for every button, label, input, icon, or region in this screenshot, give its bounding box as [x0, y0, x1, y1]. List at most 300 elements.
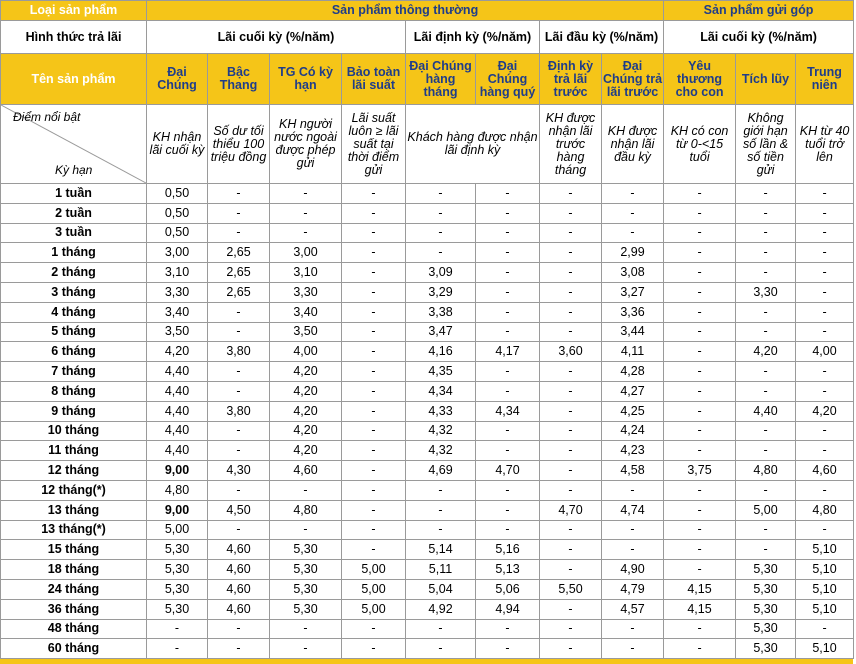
rate-cell: - — [736, 184, 796, 204]
rate-cell: 4,60 — [208, 579, 270, 599]
rate-cell: - — [476, 480, 540, 500]
table-row — [1, 639, 854, 659]
rate-cell: 5,00 — [342, 579, 406, 599]
table-row — [1, 540, 854, 560]
rate-cell: 4,24 — [602, 421, 664, 441]
rate-cell: - — [540, 302, 602, 322]
rate-cell: - — [540, 560, 602, 580]
rate-cell: 3,09 — [406, 263, 476, 283]
rate-cell: - — [208, 619, 270, 639]
product-header: Yêu thương cho con — [664, 54, 736, 105]
term-cell: 7 tháng — [1, 362, 147, 382]
rate-cell: - — [736, 421, 796, 441]
rate-cell: 3,30 — [270, 282, 342, 302]
rate-cell: - — [342, 302, 406, 322]
term-cell: 1 tháng — [1, 243, 147, 263]
rate-cell: - — [208, 223, 270, 243]
term-cell: 2 tháng — [1, 263, 147, 283]
term-label: Kỳ hạn — [55, 163, 93, 177]
rate-cell: 5,16 — [476, 540, 540, 560]
rate-cell: 5,50 — [540, 579, 602, 599]
term-cell: 12 tháng(*) — [1, 480, 147, 500]
rate-cell: 3,40 — [270, 302, 342, 322]
highlight-label: Điểm nổi bật — [13, 110, 81, 124]
rate-cell: 4,70 — [540, 500, 602, 520]
rate-cell: - — [476, 639, 540, 659]
rate-cell: 5,10 — [796, 579, 854, 599]
rate-cell: - — [664, 322, 736, 342]
rate-cell: - — [342, 520, 406, 540]
rate-cell: - — [342, 282, 406, 302]
rate-cell: 4,32 — [406, 421, 476, 441]
rate-cell: - — [664, 223, 736, 243]
rate-cell: - — [796, 480, 854, 500]
rate-cell: - — [476, 302, 540, 322]
product-header: Đại Chúng hàng quý — [476, 54, 540, 105]
rate-cell: 4,17 — [476, 342, 540, 362]
term-cell: 11 tháng — [1, 441, 147, 461]
rate-cell: - — [270, 619, 342, 639]
rate-cell: - — [540, 263, 602, 283]
rate-cell: 3,08 — [602, 263, 664, 283]
rate-cell: - — [664, 520, 736, 540]
rate-cell: 4,30 — [208, 461, 270, 481]
rate-cell: 5,30 — [736, 560, 796, 580]
product-name-label: Tên sản phẩm — [1, 54, 147, 105]
rate-cell: - — [736, 480, 796, 500]
rate-cell: - — [540, 282, 602, 302]
rate-cell: - — [540, 520, 602, 540]
rate-cell: 0,50 — [147, 223, 208, 243]
table-row — [1, 619, 854, 639]
rate-cell: - — [476, 520, 540, 540]
table-row — [1, 184, 854, 204]
rate-cell: 4,20 — [270, 441, 342, 461]
rate-cell: - — [736, 322, 796, 342]
table-row — [1, 560, 854, 580]
rate-cell: 5,10 — [796, 639, 854, 659]
highlight-dai-chung: KH nhận lãi cuối kỳ — [147, 105, 208, 184]
rate-cell: - — [476, 619, 540, 639]
rate-cell: 3,00 — [270, 243, 342, 263]
rate-cell: 4,35 — [406, 362, 476, 382]
term-cell: 36 tháng — [1, 599, 147, 619]
rate-cell: - — [476, 223, 540, 243]
rate-cell: 4,20 — [796, 401, 854, 421]
rate-cell: - — [406, 243, 476, 263]
rate-cell: 5,30 — [147, 560, 208, 580]
rate-cell: - — [406, 223, 476, 243]
rate-cell: 5,30 — [147, 599, 208, 619]
rate-cell: 5,30 — [270, 599, 342, 619]
rate-cell: - — [208, 302, 270, 322]
rate-cell: - — [208, 322, 270, 342]
rate-cell: 3,29 — [406, 282, 476, 302]
rate-cell: 5,30 — [147, 540, 208, 560]
rate-cell: - — [540, 322, 602, 342]
term-cell: 13 tháng(*) — [1, 520, 147, 540]
rate-cell: - — [342, 381, 406, 401]
rate-cell: 5,10 — [796, 599, 854, 619]
rate-cell: 3,10 — [270, 263, 342, 283]
rate-cell: - — [796, 302, 854, 322]
rate-cell: - — [342, 540, 406, 560]
highlight-bac-thang: Số dư tối thiểu 100 triệu đồng — [208, 105, 270, 184]
rate-cell: 5,30 — [147, 579, 208, 599]
rate-cell: 4,25 — [602, 401, 664, 421]
rate-cell: - — [476, 243, 540, 263]
rate-cell: - — [476, 441, 540, 461]
rate-cell: - — [540, 480, 602, 500]
rate-cell: - — [406, 480, 476, 500]
rate-cell: 3,30 — [736, 282, 796, 302]
product-name-row — [1, 54, 854, 105]
rate-cell: 4,15 — [664, 579, 736, 599]
highlight-row — [1, 105, 854, 184]
table-row — [1, 322, 854, 342]
rate-cell: - — [342, 441, 406, 461]
product-header: Đại Chúng — [147, 54, 208, 105]
rate-cell: 2,65 — [208, 243, 270, 263]
rate-cell: 3,80 — [208, 342, 270, 362]
rate-cell: - — [664, 184, 736, 204]
rate-cell: 5,30 — [736, 639, 796, 659]
highlight-tra-lai-truoc: KH được nhận lãi trước hàng tháng — [540, 105, 602, 184]
accumulative-products-heading: Sản phẩm gửi góp — [664, 1, 854, 21]
rate-cell: - — [406, 520, 476, 540]
table-row — [1, 223, 854, 243]
rate-cell: - — [540, 401, 602, 421]
rate-cell: 4,80 — [270, 500, 342, 520]
rate-cell: - — [540, 540, 602, 560]
table-row — [1, 263, 854, 283]
rate-cell: - — [664, 441, 736, 461]
rate-cell: 3,10 — [147, 263, 208, 283]
rate-rows — [1, 184, 854, 659]
rate-cell: - — [736, 381, 796, 401]
rate-cell: - — [664, 362, 736, 382]
rate-cell: 3,27 — [602, 282, 664, 302]
product-header: Trung niên — [796, 54, 854, 105]
rate-cell: - — [736, 263, 796, 283]
rate-cell: - — [540, 619, 602, 639]
rate-cell: 4,20 — [270, 421, 342, 441]
rate-cell: 4,34 — [476, 401, 540, 421]
rate-cell: - — [796, 263, 854, 283]
term-cell: 24 tháng — [1, 579, 147, 599]
rate-cell: - — [342, 421, 406, 441]
rate-cell: 4,60 — [208, 599, 270, 619]
pay-periodic-heading: Lãi định kỳ (%/năm) — [406, 21, 540, 54]
rate-cell: 3,30 — [147, 282, 208, 302]
rate-cell: - — [664, 421, 736, 441]
rate-cell: - — [664, 302, 736, 322]
rate-cell: - — [796, 520, 854, 540]
rate-cell: - — [796, 282, 854, 302]
highlight-trung-nien: KH từ 40 tuổi trở lên — [796, 105, 854, 184]
rate-cell: - — [796, 223, 854, 243]
product-header: Bậc Thang — [208, 54, 270, 105]
rate-cell: 5,00 — [147, 520, 208, 540]
pay-end-heading: Lãi cuối kỳ (%/năm) — [147, 21, 406, 54]
rate-cell: 4,69 — [406, 461, 476, 481]
rate-cell: 4,79 — [602, 579, 664, 599]
term-cell: 60 tháng — [1, 639, 147, 659]
rate-cell: - — [406, 619, 476, 639]
rate-cell: - — [476, 203, 540, 223]
rate-cell: 5,11 — [406, 560, 476, 580]
rate-cell: 4,80 — [796, 500, 854, 520]
rate-cell: - — [736, 203, 796, 223]
rate-cell: - — [476, 322, 540, 342]
rate-cell: 5,30 — [270, 579, 342, 599]
rate-cell: - — [796, 362, 854, 382]
rate-cell: 5,30 — [736, 579, 796, 599]
rate-cell: 4,40 — [147, 421, 208, 441]
rate-cell: - — [208, 441, 270, 461]
rate-cell: - — [540, 381, 602, 401]
term-cell: 18 tháng — [1, 560, 147, 580]
rate-cell: 3,60 — [540, 342, 602, 362]
rate-cell: - — [664, 243, 736, 263]
pay-end-accum-heading: Lãi cuối kỳ (%/năm) — [664, 21, 854, 54]
highlight-tg-co-ky-han: KH người nước ngoài được phép gửi — [270, 105, 342, 184]
rate-cell: - — [342, 342, 406, 362]
table-row — [1, 302, 854, 322]
table-row — [1, 203, 854, 223]
rate-cell: - — [796, 619, 854, 639]
rate-cell: - — [342, 223, 406, 243]
rate-cell: - — [406, 500, 476, 520]
rate-cell: 3,36 — [602, 302, 664, 322]
rate-cell: 4,32 — [406, 441, 476, 461]
table-row — [1, 520, 854, 540]
table-row — [1, 243, 854, 263]
rate-cell: 2,99 — [602, 243, 664, 263]
rate-cell: - — [342, 362, 406, 382]
rate-cell: 4,00 — [270, 342, 342, 362]
rate-cell: - — [476, 184, 540, 204]
rate-cell: - — [540, 362, 602, 382]
rate-cell: - — [540, 599, 602, 619]
rate-cell: 4,20 — [736, 342, 796, 362]
rate-cell: 5,30 — [270, 540, 342, 560]
rate-cell: - — [736, 362, 796, 382]
rate-cell: - — [602, 639, 664, 659]
rate-cell: - — [796, 381, 854, 401]
rate-cell: - — [208, 480, 270, 500]
highlight-yeu-thuong: KH có con từ 0-<15 tuổi — [664, 105, 736, 184]
rate-cell: - — [270, 520, 342, 540]
rate-cell: - — [602, 223, 664, 243]
rate-cell: 4,50 — [208, 500, 270, 520]
table-row — [1, 500, 854, 520]
rate-cell: - — [208, 381, 270, 401]
rate-cell: 4,40 — [147, 362, 208, 382]
rate-cell: - — [270, 639, 342, 659]
rate-cell: - — [664, 263, 736, 283]
rate-cell: - — [664, 342, 736, 362]
rate-cell: 4,74 — [602, 500, 664, 520]
rate-cell: 5,30 — [270, 560, 342, 580]
rate-cell: 3,00 — [147, 243, 208, 263]
product-header: TG Có kỳ hạn — [270, 54, 342, 105]
rate-cell: - — [796, 441, 854, 461]
rate-cell: - — [664, 560, 736, 580]
term-cell: 8 tháng — [1, 381, 147, 401]
highlight-tich-luy: Không giới hạn số lần & số tiền gửi — [736, 105, 796, 184]
rate-cell: - — [602, 540, 664, 560]
rate-cell: - — [342, 184, 406, 204]
rate-cell: - — [406, 184, 476, 204]
rate-cell: - — [270, 203, 342, 223]
rate-cell: - — [796, 322, 854, 342]
rate-cell: - — [796, 184, 854, 204]
rate-cell: 5,10 — [796, 560, 854, 580]
table-row — [1, 579, 854, 599]
rate-cell: 5,14 — [406, 540, 476, 560]
rate-cell: - — [540, 223, 602, 243]
rate-cell: - — [342, 401, 406, 421]
rate-cell: - — [736, 540, 796, 560]
rate-cell: - — [664, 619, 736, 639]
rate-cell: 5,00 — [342, 599, 406, 619]
rate-cell: - — [342, 619, 406, 639]
rate-cell: - — [664, 480, 736, 500]
rate-cell: 3,44 — [602, 322, 664, 342]
rate-cell: - — [664, 282, 736, 302]
rate-cell: - — [602, 520, 664, 540]
rate-cell: 4,92 — [406, 599, 476, 619]
rate-cell: - — [208, 203, 270, 223]
rate-cell: - — [736, 243, 796, 263]
rate-cell: 4,60 — [208, 560, 270, 580]
rate-cell: - — [342, 203, 406, 223]
rate-cell: 0,50 — [147, 184, 208, 204]
rate-cell: 4,40 — [147, 441, 208, 461]
rate-cell: 4,60 — [208, 540, 270, 560]
rate-cell: 4,80 — [736, 461, 796, 481]
rate-cell: - — [602, 480, 664, 500]
rate-cell: - — [270, 184, 342, 204]
highlight-dinh-ky: Khách hàng được nhận lãi định kỳ — [406, 105, 540, 184]
rate-cell: - — [147, 639, 208, 659]
rate-cell: - — [342, 480, 406, 500]
rate-cell: - — [796, 421, 854, 441]
rate-cell: - — [342, 263, 406, 283]
rate-cell: - — [736, 520, 796, 540]
rate-cell: 3,50 — [270, 322, 342, 342]
rate-cell: - — [664, 639, 736, 659]
rate-cell: - — [664, 500, 736, 520]
rate-cell: 4,20 — [270, 401, 342, 421]
product-type-label: Loại sản phẩm — [1, 1, 147, 21]
rate-cell: 2,65 — [208, 282, 270, 302]
rate-cell: 5,13 — [476, 560, 540, 580]
term-cell: 9 tháng — [1, 401, 147, 421]
rate-cell: 4,16 — [406, 342, 476, 362]
rate-cell: 4,20 — [270, 381, 342, 401]
highlight-dai-chung-tra-truoc: KH được nhận lãi đầu kỳ — [602, 105, 664, 184]
rate-cell: - — [406, 639, 476, 659]
rate-cell: - — [342, 500, 406, 520]
rate-cell: - — [602, 184, 664, 204]
rate-cell: - — [736, 302, 796, 322]
term-cell: 13 tháng — [1, 500, 147, 520]
standard-products-heading: Sản phẩm thông thường — [147, 1, 664, 21]
table-row — [1, 342, 854, 362]
term-cell: 48 tháng — [1, 619, 147, 639]
highlight-bao-toan: Lãi suất luôn ≥ lãi suất tại thời điểm gửi — [342, 105, 406, 184]
rate-cell: 4,20 — [147, 342, 208, 362]
rate-cell: - — [796, 243, 854, 263]
product-header: Đại Chúng hàng tháng — [406, 54, 476, 105]
rate-cell: - — [736, 223, 796, 243]
term-cell: 6 tháng — [1, 342, 147, 362]
rate-cell: - — [208, 184, 270, 204]
rate-cell: - — [540, 203, 602, 223]
term-cell: 3 tháng — [1, 282, 147, 302]
rate-cell: - — [270, 223, 342, 243]
rate-cell: 4,60 — [270, 461, 342, 481]
rate-cell: 5,30 — [736, 619, 796, 639]
product-header: Tích lũy — [736, 54, 796, 105]
rate-cell: 4,20 — [270, 362, 342, 382]
rate-cell: - — [476, 282, 540, 302]
highlight-term-corner — [1, 105, 147, 184]
rate-cell: 4,58 — [602, 461, 664, 481]
term-cell: 2 tuần — [1, 203, 147, 223]
rate-cell: - — [664, 401, 736, 421]
rate-cell: 4,80 — [147, 480, 208, 500]
rate-cell: 9,00 — [147, 461, 208, 481]
rate-cell: 3,47 — [406, 322, 476, 342]
rate-cell: 5,30 — [736, 599, 796, 619]
rate-cell: 4,40 — [147, 381, 208, 401]
rate-cell: 9,00 — [147, 500, 208, 520]
rate-cell: 5,04 — [406, 579, 476, 599]
rate-cell: 3,50 — [147, 322, 208, 342]
rate-cell: - — [540, 441, 602, 461]
rate-cell: - — [602, 203, 664, 223]
term-cell: 1 tuần — [1, 184, 147, 204]
product-header: Đại Chúng trả lãi trước — [602, 54, 664, 105]
rate-cell: 4,11 — [602, 342, 664, 362]
rate-cell: - — [540, 639, 602, 659]
rate-cell: - — [270, 480, 342, 500]
rate-cell: - — [540, 184, 602, 204]
rate-cell: 3,80 — [208, 401, 270, 421]
rate-cell: 4,40 — [736, 401, 796, 421]
rate-cell: - — [602, 619, 664, 639]
rate-cell: - — [342, 461, 406, 481]
term-cell: 12 tháng — [1, 461, 147, 481]
rate-cell: - — [664, 203, 736, 223]
rate-cell: 4,23 — [602, 441, 664, 461]
term-cell: 4 tháng — [1, 302, 147, 322]
rate-cell: - — [476, 421, 540, 441]
rate-cell: - — [342, 639, 406, 659]
rate-cell: - — [476, 381, 540, 401]
rate-cell: 4,33 — [406, 401, 476, 421]
rate-cell: 4,57 — [602, 599, 664, 619]
table-row — [1, 381, 854, 401]
rate-cell: - — [476, 362, 540, 382]
rate-cell: 0,50 — [147, 203, 208, 223]
rate-cell: 4,00 — [796, 342, 854, 362]
rate-cell: - — [342, 322, 406, 342]
rate-cell: 5,00 — [342, 560, 406, 580]
